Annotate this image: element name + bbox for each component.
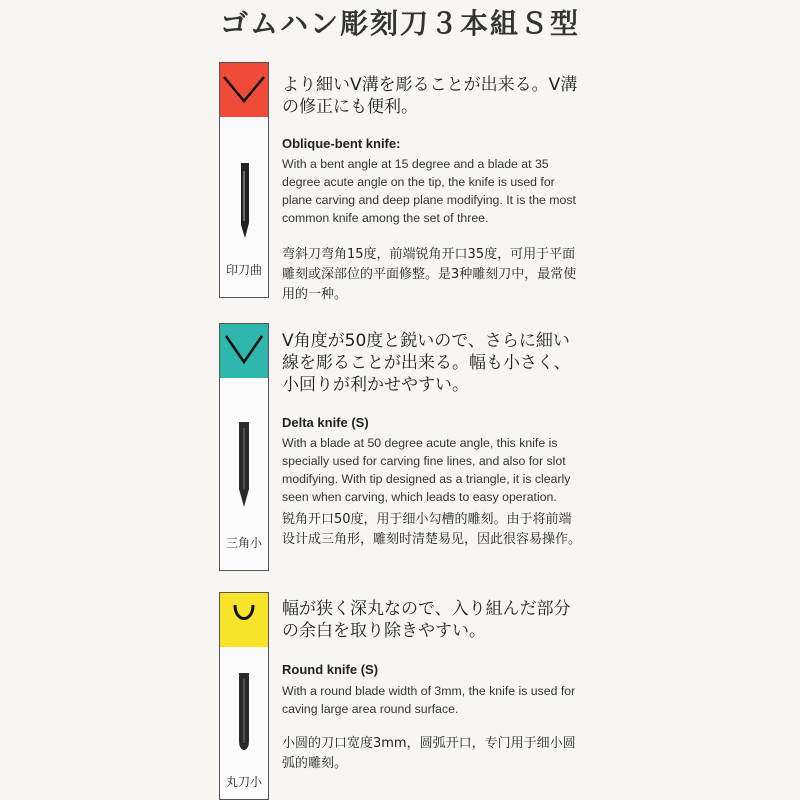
knife-zh-description: 小圆的刀口宽度3mm，圆弧开口，专门用于细小圆弧的雕刻。 <box>282 736 576 771</box>
knife-label: 三角小 <box>225 536 262 550</box>
round-knife-illustration <box>220 593 268 799</box>
delta-knife-card <box>219 323 269 571</box>
round-knife-card <box>219 592 269 800</box>
page-title: ゴムハン彫刻刀３本組Ｓ型 <box>219 7 580 40</box>
oblique-knife-card <box>219 62 269 298</box>
knife-jp-description: V角度が50度と鋭いので、さらに細い線を彫ることが出来る。幅も小さく、小回りが利かせやすい。 <box>282 331 571 395</box>
knife-en-title: Round knife (S) <box>282 662 379 677</box>
knife-en-description: With a round blade width of 3mm, the knife is used for caving large area round surface. <box>282 684 576 716</box>
knife-zh-description: 弯斜刀弯角15度，前端锐角开口35度，可用于平面雕刻或深部位的平面修整。是3种雕刻刀中，最常使用的一种。 <box>282 247 577 302</box>
knife-jp-description: 幅が狭く深丸なので、入り組んだ部分の余白を取り除きやすい。 <box>282 599 571 641</box>
knife-zh-description: 锐角开口50度，用于细小勾槽的雕刻。由于将前端设计成三角形，雕刻时清楚易见，因此很容易操作。 <box>282 512 582 547</box>
knife-en-title: Oblique-bent knife: <box>282 136 401 151</box>
knife-label: 丸刀小 <box>225 775 262 789</box>
knife-jp-description: より細いV溝を彫ることが出来る。V溝の修正にも便利。 <box>282 75 578 117</box>
knife-en-title: Delta knife (S) <box>282 415 369 430</box>
knife-en-description: With a bent angle at 15 degree and a blade at 35 degree acute angle on the tip, the knife is used for plane carving and deep plane modifying. It is the most common knife among the set of three. <box>282 157 576 225</box>
knife-en-description: With a blade at 50 degree acute angle, this knife is specially used for carving fine lines, and also for slot modifying. With tip designed as a triangle, it is clearly seen when carving, which leads to easy operation. <box>282 436 571 504</box>
knife-label: 印刀曲 <box>225 263 262 277</box>
